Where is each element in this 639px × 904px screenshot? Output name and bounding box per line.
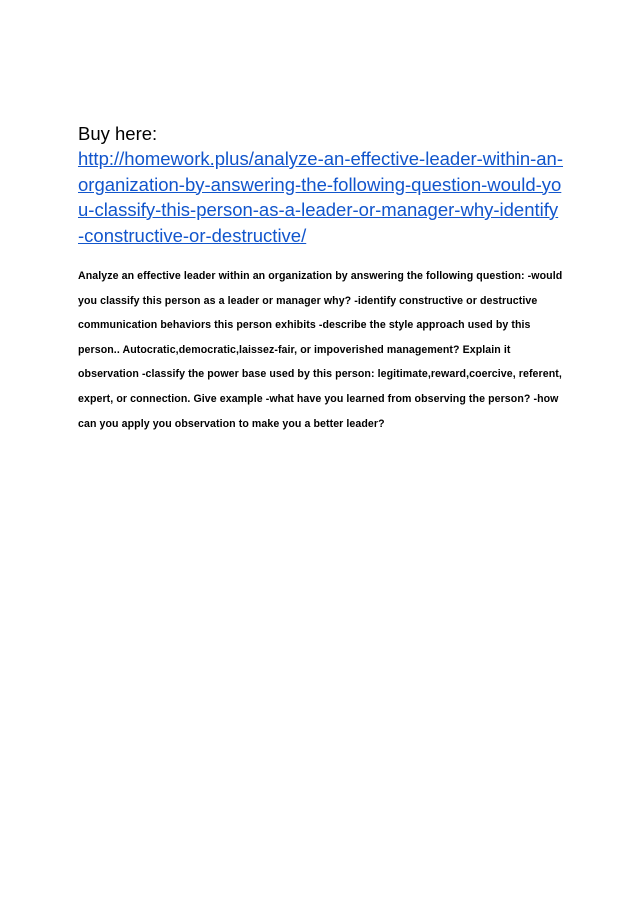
buy-here-label: Buy here:	[78, 123, 158, 144]
buy-link[interactable]: http://homework.plus/analyze-an-effective-leader-within-an-organization-by-answering-the-following-question-would-you-classify-this-person-as-a-leader-or-manager-why-identify-constructive-or-destructive/	[78, 148, 564, 246]
document-content	[78, 121, 568, 436]
body-paragraph: Analyze an effective leader within an organization by answering the following question: -would you classify this person as a leader or manager why? -identify constructive or destructive communication behaviors this person exhibits -describe the style approach used by this person.. Autocratic,democratic,laissez-fair, or impoverished management? Explain it observation -classify the power base used by this person: legitimate,reward,coercive, referent, expert, or connection. Give example -what have you learned from observing the person? -how can you apply you observation to make you a better leader?	[78, 270, 563, 430]
